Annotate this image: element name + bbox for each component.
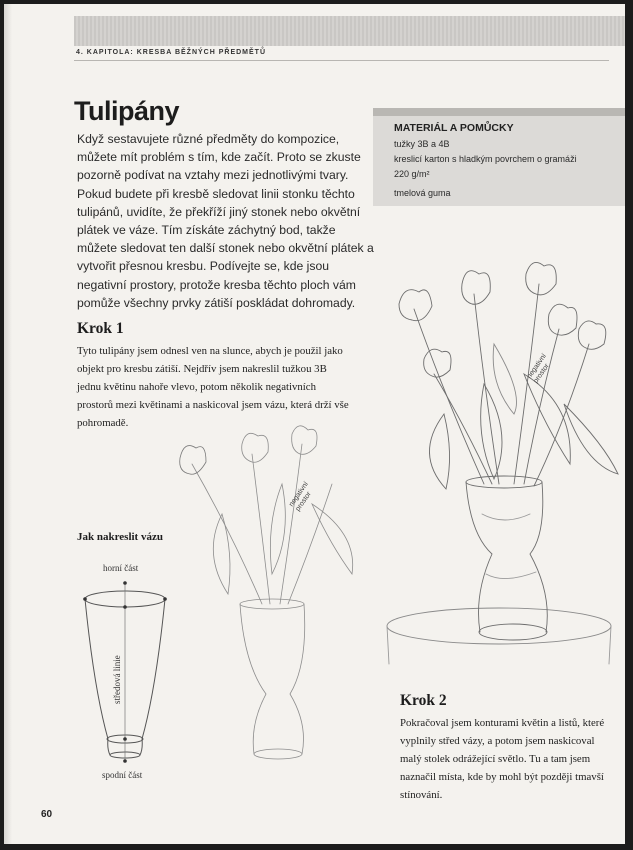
materials-title: MATERIÁL A POMŮCKY — [394, 122, 514, 134]
book-page — [4, 4, 625, 844]
vase-top-label: horní část — [103, 563, 139, 573]
negative-space-label-step1: negativní prostor — [288, 480, 313, 513]
materials-list — [394, 137, 624, 201]
step1-tulip-sketch — [162, 424, 372, 759]
vase-guide-title: Jak nakreslit vázu — [77, 531, 163, 543]
materials-item: 220 g/m² — [394, 169, 430, 179]
page-title: Tulipány — [74, 96, 180, 126]
header-bar — [74, 16, 625, 46]
negative-space-label-step2: negativní prostor — [526, 352, 551, 385]
step2-title: Krok 2 — [400, 692, 447, 709]
vase-bottom-label: spodní část — [102, 770, 143, 780]
materials-item: tmelová guma — [394, 188, 451, 198]
vase-center-line-label: středová linie — [112, 655, 122, 704]
step2-tulip-sketch — [374, 254, 625, 674]
header-divider — [74, 60, 609, 61]
vase-guide-diagram — [74, 579, 184, 779]
materials-item: kreslicí karton s hladkým povrchem o gramáži — [394, 154, 577, 164]
step1-text: Tyto tulipány jsem odnesl ven na slunce, abych je použil jako objekt pro kresbu zátiší. Nejdřív jsem nakreslil tužkou 3B jednu květinu nahoře vlevo, potom několik negativních prostorů mezi květinami a naskicoval jsem vázu, která drží vše pohromadě. — [77, 345, 349, 429]
page-gutter-shadow — [4, 4, 12, 844]
step2-text: Pokračoval jsem konturami květin a listů, které vyplnily střed vázy, a potom jsem naskicoval malý stolek odrážející světlo. Tu a tam jsem naznačil místa, kde by mohl být později tmavší stínování. — [400, 717, 605, 801]
materials-item: tužky 3B a 4B — [394, 139, 450, 149]
page-number: 60 — [41, 809, 53, 820]
intro-paragraph: Když sestavujete různé předměty do kompozice, můžete mít problém s tím, kde začít. Proto se zkuste pozorně podívat na vztahy mezi jednotlivými tvary. Pokud budete při kresbě sledovat linii stonku těchto tulipánů, uvidíte, že překříží jiný stonek nebo okvětní plátek ve váze. Tím získáte záchytný bod, takže můžete sledovat ten další stonek nebo okvětní plátek a vytvořit přesnou kresbu. Podívejte se, kde jsou negativní prostory, protože kresba těchto ploch vám pomůže všechny prvky zátiší poskládat dohromady. — [77, 132, 374, 310]
chapter-heading: 4. KAPITOLA: KRESBA BĚŽNÝCH PŘEDMĚTŮ — [76, 49, 267, 56]
step1-title: Krok 1 — [77, 320, 124, 337]
materials-box-header — [373, 108, 625, 116]
